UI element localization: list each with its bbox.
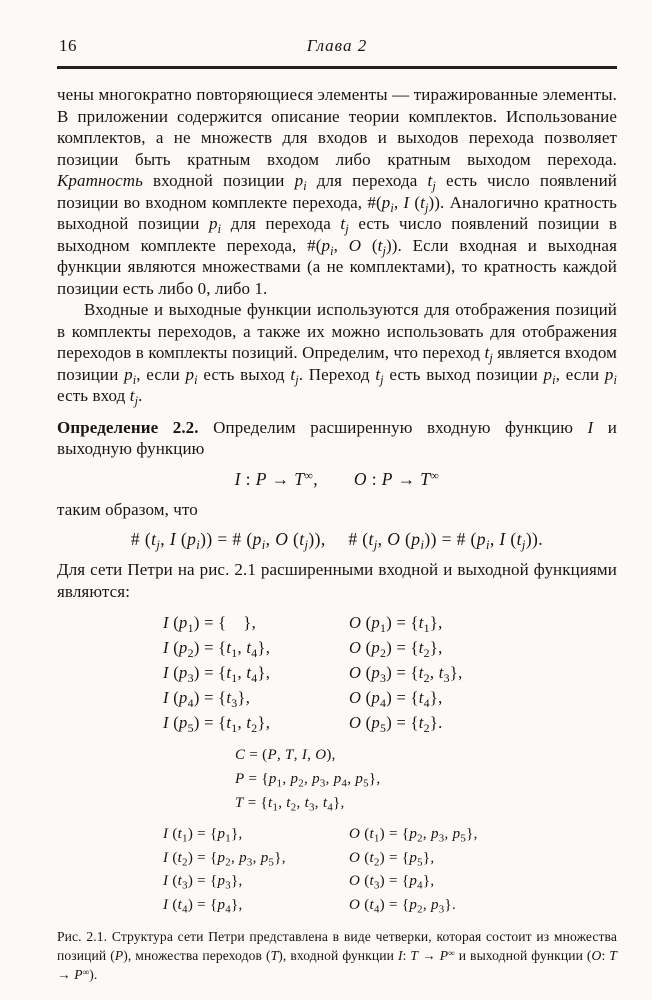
transition-io-equations xyxy=(57,823,617,917)
equation-output: O $(t_1) = \{p_2$, $p_3$, $p_5$}, xyxy=(349,826,478,845)
paragraph-definition-2-2: Определение 2.2. Определим расширенную входную функцию I и выходную функцию xyxy=(57,417,617,458)
equation-row xyxy=(57,870,617,894)
equation-output: O $(t_4) = \{p_2$, $p_3$}. xyxy=(349,896,457,915)
equation-output: O $(p_3) = \{t_2$, $t_3$}, xyxy=(349,663,463,685)
equation-output: O $(t_3) = \{p_4\}$, xyxy=(349,873,435,892)
equation-row xyxy=(57,710,617,735)
equation-input: I $(p_3) = \{t_1$, $t_4$}, xyxy=(163,663,271,685)
equation-input: I $(p_5) = \{t_1$, $t_2$}, xyxy=(163,713,271,735)
formula-multiplicity-equality: # ($t_j$, I $(p_i)$) = # ($p_i$, O $(t_j)$), # ($t_j$, O $(p_i)$) = # ($p_i$, I $(t_j)$). xyxy=(130,529,544,553)
equation-input: I $(p_1)$ = { }, xyxy=(163,613,257,635)
equation-output: O $(p_1) = \{t_1\}$, xyxy=(349,613,443,635)
page-content xyxy=(57,36,617,984)
equation-input: I $(p_2) = \{t_1$, $t_4$}, xyxy=(163,638,271,660)
equation-row xyxy=(57,823,617,847)
page-number: 16 xyxy=(59,36,77,55)
equation-output: O $(p_5) = \{t_2\}$. xyxy=(349,713,443,735)
paragraph-petri-net-ref: Для сети Петри на рис. 2.1 расширенными входной и выходной функциями являются: xyxy=(57,560,617,601)
chapter-title: Глава 2 xyxy=(306,36,368,55)
equation-input: I $(t_2) = \{p_2$, $p_3$, $p_5$}, xyxy=(163,849,286,868)
paragraph-io-functions: Входные и выходные функции используются для отображения позиций в комплекты переходов, а также их можно использовать для отображения переходов в комплекты позиций. Определим, что переход $t_j$ является входом позиции $p_i$, если $p_i$ есть выход $t_j$. Переход $t_j$ есть выход позиции $p_i$, если $p_i$ есть вход $t_j$. xyxy=(57,300,618,408)
equation-output: O $(p_2) = \{t_2\}$, xyxy=(349,638,443,660)
paragraph-multiplicity: чены многократно повторяющиеся элементы — тиражированные элементы. В приложении содержится описание теории комплектов. Использование комплектов, а не множеств для входов и выходов перехода позволяет позиции быть кратным входом либо кратным выходом перехода. Кратность входной позиции $p_i$ для перехода $t_j$ есть число появлений позиции во входном комплекте перехода, $\#(p_i$, I $(t_j)$). Аналогично кратность выходной позиции $p_i$ для перехода $t_j$ есть число появлений позиции в выходном комплекте перехода, $\#(p_i$, O $(t_j)$). Если входная и выходная функции являются множествами (а не комплектами), то кратность каждой позиции есть либо 0, либо 1. xyxy=(57,85,618,298)
page-body xyxy=(57,84,617,984)
equation-input: I $(t_4) = \{p_4\}$, xyxy=(163,896,243,915)
net-quadruple-definition xyxy=(57,743,617,815)
transitions-set-line: $T = \{t_1$, $t_2$, $t_3$, $t_4$}, xyxy=(235,795,345,814)
equation-row xyxy=(57,610,617,635)
equation-input: I $(t_3) = \{p_3\}$, xyxy=(163,873,243,892)
formula-extended-functions: I : P → T∞, O : P → T∞ xyxy=(234,468,440,489)
equation-row xyxy=(57,660,617,685)
equation-input: I $(p_4) = \{t_3\}$, xyxy=(163,688,251,710)
equation-input: I $(t_1) = \{p_1\}$, xyxy=(163,826,243,845)
equation-row xyxy=(57,635,617,660)
extended-place-equations xyxy=(57,610,617,735)
equation-row xyxy=(57,685,617,710)
figure-caption: Рис. 2.1. Структура сети Петри представлена в виде четверки, которая состоит из множества позиций (P), множества переходов (T), входной функции I: T → P∞ и выходной функции (O: T → P∞). xyxy=(57,929,617,982)
equation-output: O $(t_2) = \{p_5\}$, xyxy=(349,849,435,868)
equation-row xyxy=(57,847,617,871)
equation-row xyxy=(57,894,617,918)
paragraph-such-that: таким образом, что xyxy=(57,499,198,519)
quadruple-line: C = (P, T, I, O), xyxy=(235,747,336,763)
page-header xyxy=(57,36,617,62)
header-rule xyxy=(57,66,617,69)
equation-output: O $(p_4) = \{t_4\}$, xyxy=(349,688,443,710)
places-set-line: $P = \{p_1$, $p_2$, $p_3$, $p_4$, $p_5$}, xyxy=(235,771,381,790)
